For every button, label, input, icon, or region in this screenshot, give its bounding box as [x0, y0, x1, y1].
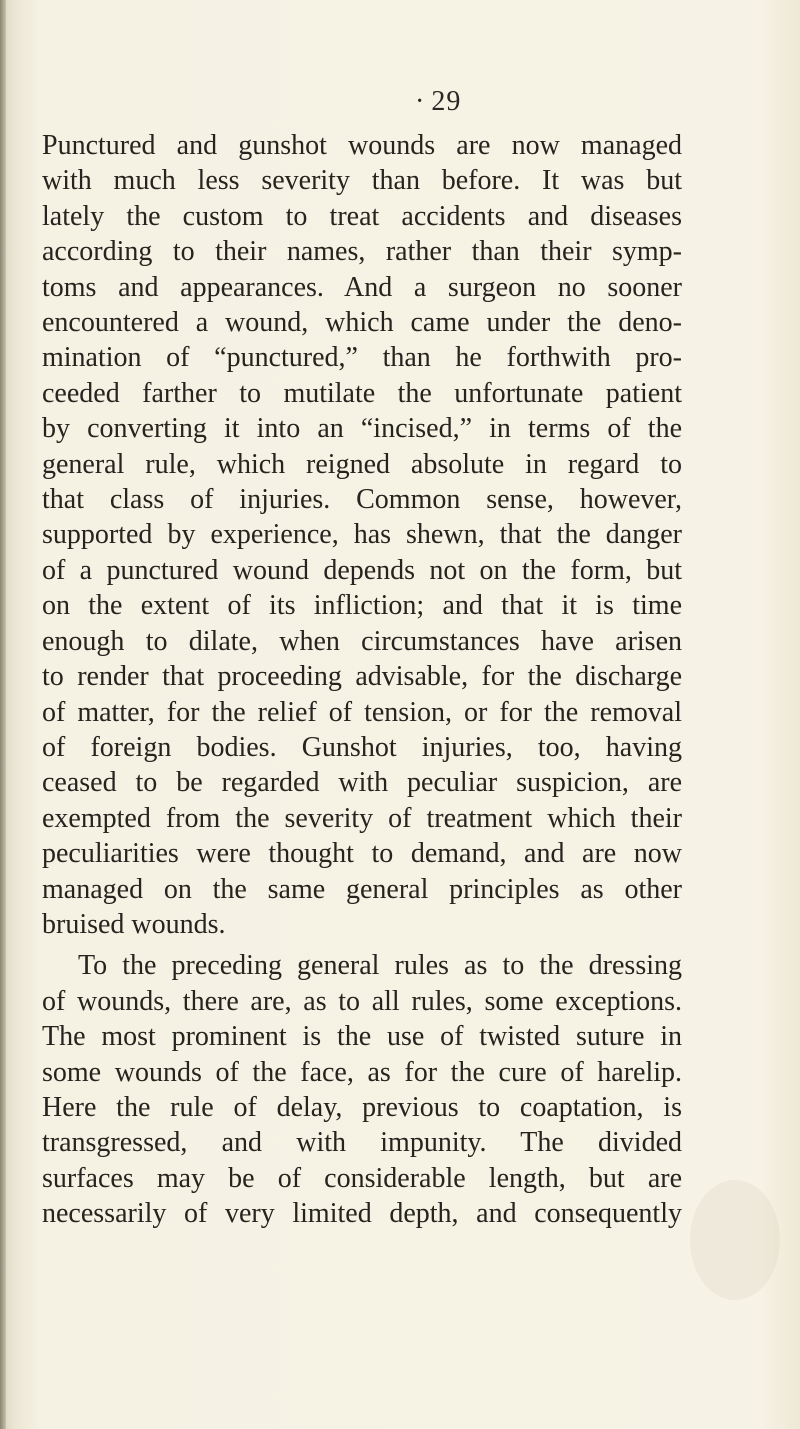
text-line: toms and appearances. And a surgeon no sooner	[42, 271, 682, 303]
text-line: by converting it into an “incised,” in terms of the	[42, 413, 682, 445]
text-line: transgressed, and with impunity. The divided	[42, 1127, 682, 1159]
text-line: exempted from the severity of treatment which their	[42, 802, 682, 834]
body-text	[42, 128, 682, 1232]
text-line: with much less severity than before. It was but	[42, 165, 682, 197]
text-line: peculiarities were thought to demand, and are now	[42, 838, 682, 870]
text-line: of a punctured wound depends not on the form, but	[42, 554, 682, 586]
text-line: Punctured and gunshot wounds are now managed	[42, 130, 682, 161]
text-line: to render that proceeding advisable, for the discharge	[42, 661, 682, 693]
text-line: mination of “punctured,” than he forthwith pro-	[42, 342, 682, 374]
text-line: supported by experience, has shewn, that the danger	[42, 519, 682, 551]
paragraph	[42, 948, 682, 1231]
text-line: To the preceding general rules as to the dressing	[78, 950, 682, 982]
text-line: ceeded farther to mutilate the unfortunate patient	[42, 377, 682, 409]
text-line: encountered a wound, which came under the deno-	[42, 307, 682, 339]
text-line: of matter, for the relief of tension, or for the removal	[42, 696, 682, 728]
text-line: of foreign bodies. Gunshot injuries, too, having	[42, 731, 682, 763]
text-line: enough to dilate, when circumstances have arisen	[42, 625, 682, 657]
paragraph	[42, 128, 682, 942]
text-line: ceased to be regarded with peculiar suspicion, are	[42, 767, 682, 799]
text-line: of wounds, there are, as to all rules, some exceptions.	[42, 985, 682, 1017]
text-line: some wounds of the face, as for the cure of harelip.	[42, 1056, 682, 1088]
text-line: according to their names, rather than their symp-	[42, 236, 682, 268]
page-number-value: 29	[431, 86, 462, 117]
text-line: Here the rule of delay, previous to coaptation, is	[42, 1091, 682, 1123]
page-number-prefix: ·	[415, 86, 426, 117]
text-line: that class of injuries. Common sense, however,	[42, 484, 682, 516]
text-line: necessarily of very limited depth, and consequently	[42, 1198, 682, 1230]
text-line: on the extent of its infliction; and that it is time	[42, 590, 682, 622]
page-binding-edge	[0, 0, 6, 1429]
text-line: The most prominent is the use of twisted suture in	[42, 1021, 682, 1053]
page-number	[415, 86, 461, 118]
paper-stain	[690, 1180, 780, 1300]
text-line: managed on the same general principles as other	[42, 873, 682, 905]
text-line: surfaces may be of considerable length, but are	[42, 1162, 682, 1194]
text-line: general rule, which reigned absolute in regard to	[42, 448, 682, 480]
text-line: bruised wounds.	[42, 908, 226, 940]
text-line: lately the custom to treat accidents and diseases	[42, 200, 682, 232]
